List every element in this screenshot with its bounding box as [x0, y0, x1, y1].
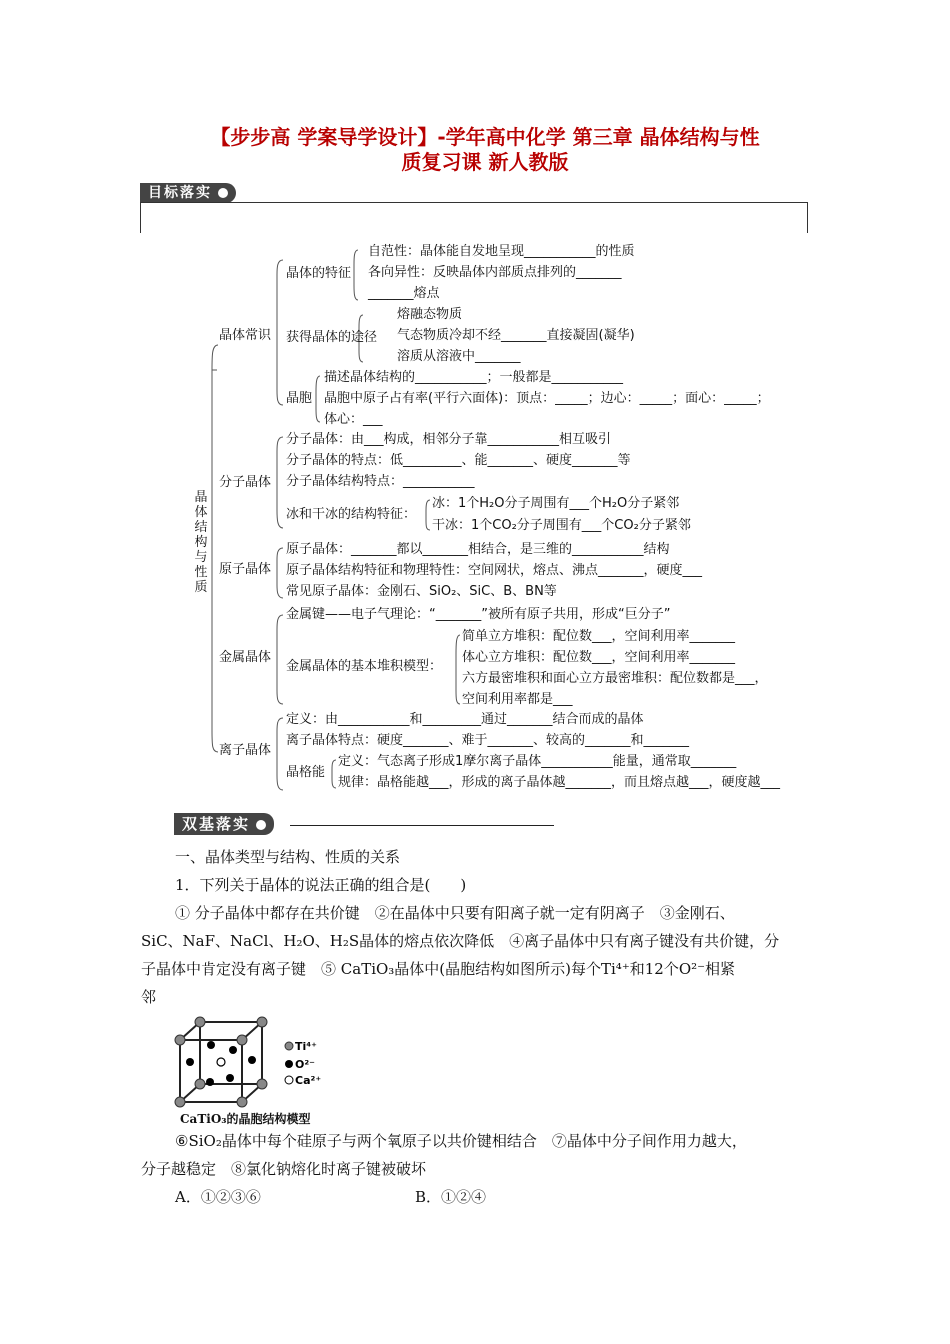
text-cell-3: 体心：___	[324, 412, 383, 427]
text-cell-2: 晶胞中原子占有率(平行六面体)：顶点：_____；边心：_____；面心：_____；	[324, 391, 770, 406]
statement-line-1: ① 分子晶体中都存在共价键 ②在晶体中只要有阳离子就一定有阴离子 ③金刚石、	[175, 904, 735, 922]
text-feature-1: 自范性：晶体能自发地呈现___________的性质	[368, 244, 635, 259]
text-feature-3: _______熔点	[368, 286, 440, 301]
legend-ti: Ti⁴⁺	[295, 1040, 317, 1053]
text-atomic-1: 原子晶体：_______都以_______相结合，是三维的___________结构	[286, 542, 670, 557]
text-feature-2: 各向异性：反映晶体内部质点排列的_______	[368, 265, 622, 280]
node-atomic: 原子晶体	[219, 562, 272, 577]
node-features: 晶体的特征	[286, 266, 352, 281]
text-packing-4: 空间利用率都是___	[462, 692, 573, 707]
legend-o: O²⁻	[295, 1058, 315, 1071]
statement-line-2: SiC、NaF、NaCl、H₂O、H₂S晶体的熔点依次降低 ④离子晶体中只有离子键没有共价键，分	[141, 932, 780, 950]
node-metallic: 金属晶体	[219, 650, 272, 665]
document-title-line2: 质复习课 新人教版	[401, 150, 569, 174]
node-ways: 获得晶体的途径	[286, 330, 378, 345]
text-cell-1: 描述晶体结构的___________；一般都是___________	[324, 370, 624, 385]
text-ionic-2: 离子晶体特点：硬度_______、难于_______、较高的_______和_______	[286, 733, 690, 748]
text-packing-2: 体心立方堆积：配位数___，空间利用率_______	[462, 650, 736, 665]
text-packing-1: 简单立方堆积：配位数___，空间利用率_______	[462, 629, 736, 644]
legend-ca: Ca²⁺	[295, 1074, 322, 1087]
node-molecular: 分子晶体	[219, 475, 272, 490]
mindmap-root: 晶体结构与性质	[194, 490, 208, 595]
text-metallic-1: 金属键——电子气理论：“_______”被所有原子共用，形成“巨分子”	[286, 607, 671, 622]
text-lattice-1: 定义：气态离子形成1摩尔离子晶体___________能量，通常取_______	[338, 754, 737, 769]
text-ionic-1: 定义：由___________和_________通过_______结合而成的晶体	[286, 712, 644, 727]
node-packing: 金属晶体的基本堆积模型：	[286, 659, 443, 674]
document-title-line1: 【步步高 学案导学设计】-学年高中化学 第三章 晶体结构与性	[210, 125, 760, 149]
option-b[interactable]: B．①②④	[415, 1188, 487, 1206]
statement-line-3: 子晶体中肯定没有离子键 ⑤ CaTiO₃晶体中(晶胞结构如图所示)每个Ti⁴⁺和12个O²⁻相紧	[141, 960, 736, 978]
text-way-3: 溶质从溶液中_______	[397, 349, 521, 364]
text-way-1: 熔融态物质	[397, 307, 463, 322]
text-molecular-1: 分子晶体：由___构成，相邻分子靠___________相互吸引	[286, 432, 612, 447]
option-a[interactable]: A．①②③⑥	[175, 1188, 261, 1206]
section-banner-text: 目标落实	[148, 185, 212, 201]
node-lattice-energy: 晶格能	[286, 765, 326, 780]
statement-line-4: 邻	[141, 988, 157, 1006]
text-way-2: 气态物质冷却不经_______直接凝固(凝华)	[397, 328, 635, 343]
text-packing-3: 六方最密堆积和面心立方最密堆积：配位数都是___，	[462, 671, 768, 686]
figure-caption: CaTiO₃的晶胞结构模型	[180, 1112, 311, 1126]
text-ice-2: 干冰：1个CO₂分子周围有___个CO₂分子紧邻	[432, 518, 691, 533]
question-1: 1．下列关于晶体的说法正确的组合是( )	[175, 876, 467, 894]
node-ionic: 离子晶体	[219, 743, 272, 758]
section-heading: 一、晶体类型与结构、性质的关系	[175, 848, 401, 866]
statement-line-6: 分子越稳定 ⑧氯化钠熔化时离子键被破坏	[141, 1160, 427, 1178]
text-atomic-2: 原子晶体结构特征和物理特性：空间网状，熔点、沸点_______，硬度___	[286, 563, 703, 578]
text-lattice-2: 规律：晶格能越___，形成的离子晶体越_______，而且熔点越___，硬度越___	[338, 775, 781, 790]
text-atomic-3: 常见原子晶体：金刚石、SiO₂、SiC、B、BN等	[286, 584, 557, 599]
text-ice-1: 冰：1个H₂O分子周围有___个H₂O分子紧邻	[432, 496, 680, 511]
section-banner-text: 双基落实	[182, 815, 251, 833]
text-molecular-3: 分子晶体结构特点：___________	[286, 474, 475, 489]
statement-line-5: ⑥SiO₂晶体中每个硅原子与两个氧原子以共价键相结合 ⑦晶体中分子间作用力越大，	[175, 1132, 747, 1150]
node-crystal-common: 晶体常识	[219, 328, 272, 343]
text-molecular-2: 分子晶体的特点：低_________、能_______、硬度_______等	[286, 453, 631, 468]
node-ice-structure: 冰和干冰的结构特征：	[286, 507, 417, 522]
node-cell: 晶胞	[286, 391, 313, 406]
